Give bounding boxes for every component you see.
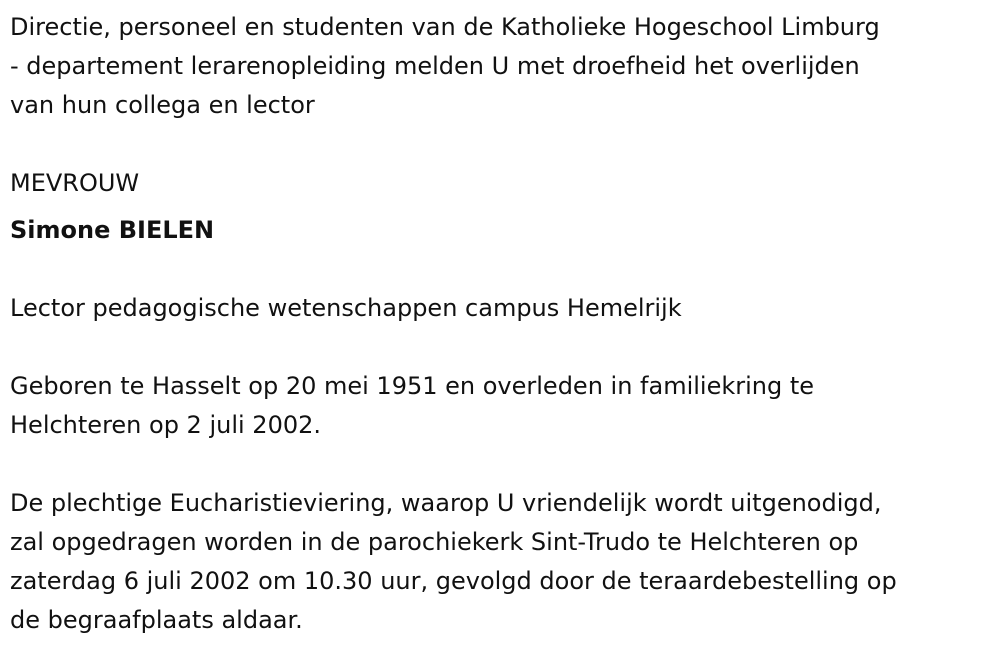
ceremony-line: zaterdag 6 juli 2002 om 10.30 uur, gevolgd door de teraardebestelling op — [10, 567, 897, 595]
ceremony-paragraph — [10, 484, 995, 640]
birth-death-line: Helchteren op 2 juli 2002. — [10, 411, 322, 439]
birth-death-paragraph — [10, 367, 995, 445]
obituary-document — [10, 8, 995, 640]
role-line: Lector pedagogische wetenschappen campus Hemelrijk — [10, 294, 682, 322]
ceremony-line: zal opgedragen worden in de parochiekerk Sint-Trudo te Helchteren op — [10, 528, 859, 556]
intro-line: - departement lerarenopleiding melden U met droefheid het overlijden — [10, 52, 860, 80]
birth-death-line: Geboren te Hasselt op 20 mei 1951 en overleden in familiekring te — [10, 372, 815, 400]
spacer — [10, 445, 995, 484]
honorific-title: MEVROUW — [10, 169, 140, 197]
intro-line: van hun collega en lector — [10, 91, 315, 119]
deceased-name: Simone BIELEN — [10, 216, 215, 244]
spacer — [10, 203, 995, 211]
spacer — [10, 328, 995, 367]
spacer — [10, 250, 995, 289]
intro-paragraph — [10, 8, 995, 125]
intro-line: Directie, personeel en studenten van de Katholieke Hogeschool Limburg — [10, 13, 880, 41]
ceremony-line: de begraafplaats aldaar. — [10, 606, 303, 634]
spacer — [10, 125, 995, 164]
ceremony-line: De plechtige Eucharistieviering, waarop U vriendelijk wordt uitgenodigd, — [10, 489, 882, 517]
